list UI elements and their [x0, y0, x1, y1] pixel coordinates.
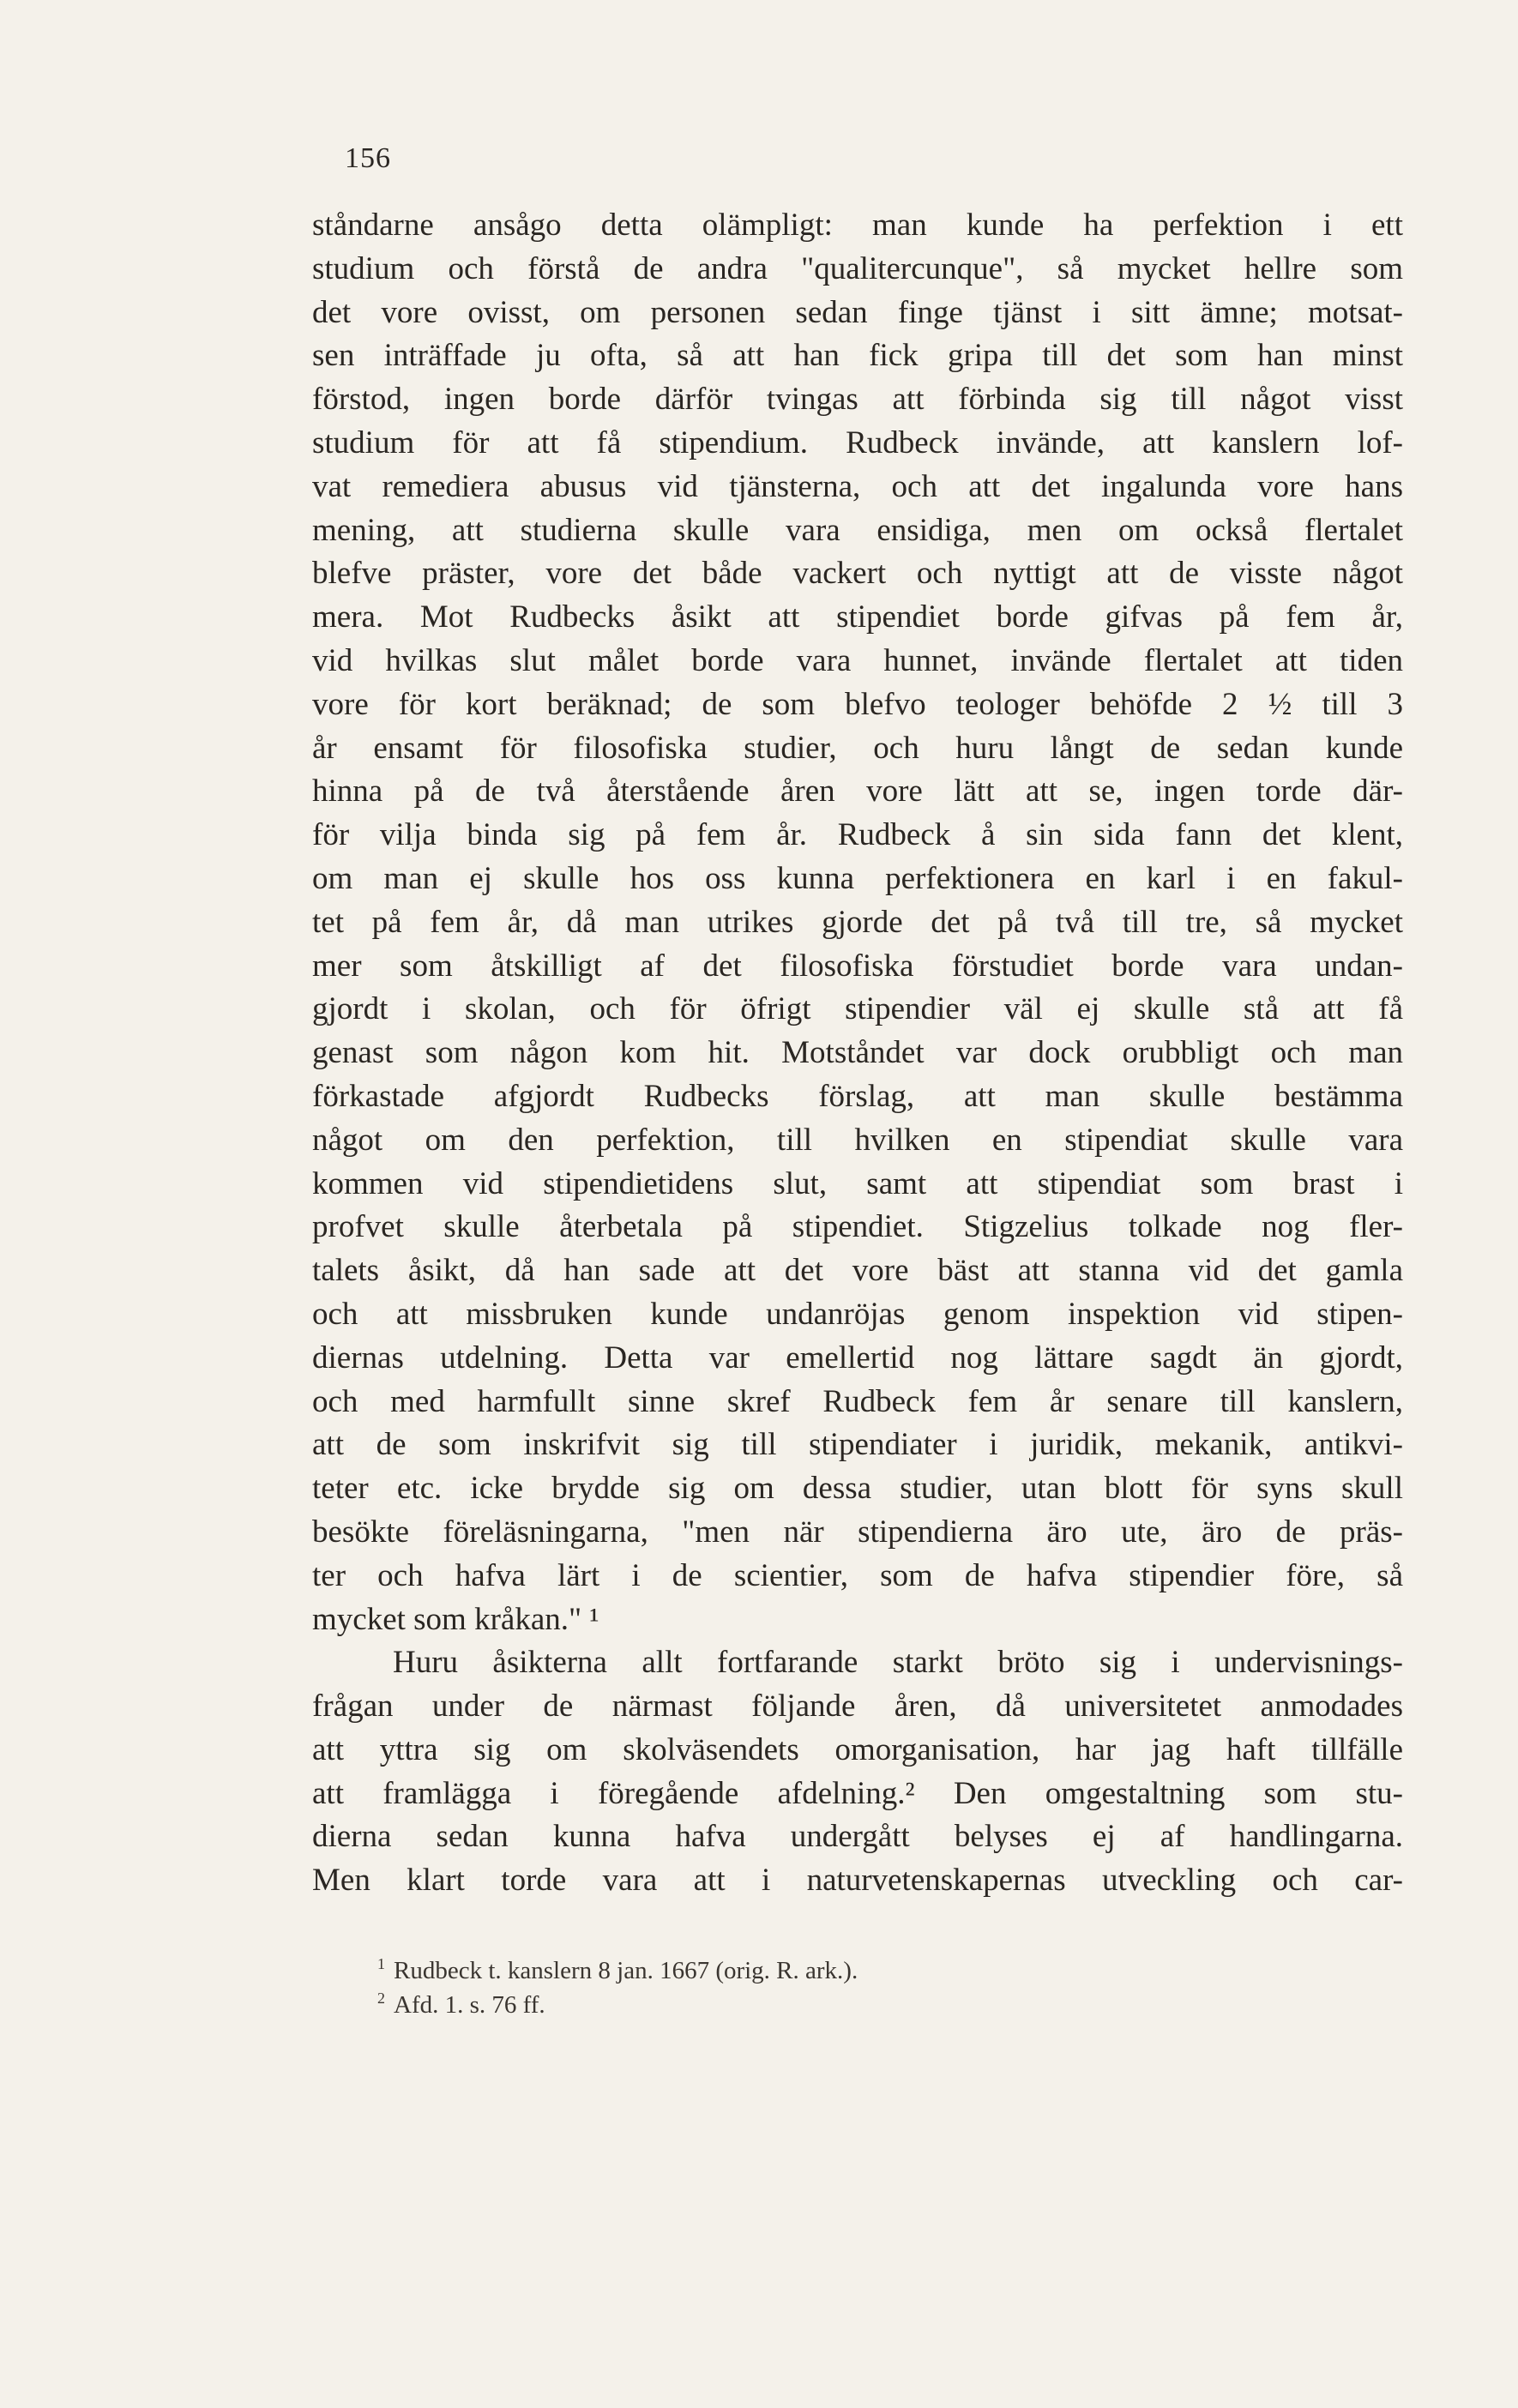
text-line: genast som någon kom hit. Motståndet var dock orubbligt och man	[312, 1035, 1403, 1071]
text-line: sen inträffade ju ofta, så att han fick gripa till det som han minst	[312, 338, 1403, 374]
text-line: att framlägga i föregående afdelning.² Den omgestaltning som stu-	[312, 1775, 1403, 1811]
footnote-text: Afd. 1. s. 76 ff.	[394, 1991, 545, 2019]
footnote	[377, 1988, 1321, 2022]
text-line: blefve präster, vore det både vackert och nyttigt att de visste något	[312, 556, 1403, 592]
footnote-text: Rudbeck t. kanslern 8 jan. 1667 (orig. R. ark.).	[394, 1957, 858, 1984]
text-line: om man ej skulle hos oss kunna perfektionera en karl i en fakul-	[312, 860, 1403, 896]
text-line: talets åsikt, då han sade att det vore bäst att stanna vid det gamla	[312, 1253, 1403, 1289]
text-line: vid hvilkas slut målet borde vara hunnet, invände flertalet att tiden	[312, 642, 1403, 678]
text-line: Huru åsikterna allt fortfarande starkt bröto sig i undervisnings-	[393, 1645, 1403, 1681]
text-line: mera. Mot Rudbecks åsikt att stipendiet borde gifvas på fem år,	[312, 599, 1403, 635]
text-line: mening, att studierna skulle vara ensidiga, men om också flertalet	[312, 512, 1403, 548]
text-line: något om den perfektion, till hvilken en stipendiat skulle vara	[312, 1122, 1403, 1158]
footnote-mark: 1	[377, 1955, 385, 1973]
footnotes	[377, 1953, 1321, 2022]
text-line: teter etc. icke brydde sig om dessa studier, utan blott för syns skull	[312, 1471, 1403, 1507]
text-line: vat remediera abusus vid tjänsterna, och att det ingalunda vore hans	[312, 468, 1403, 504]
text-line: förkastade afgjordt Rudbecks förslag, att man skulle bestämma	[312, 1078, 1403, 1114]
text-line: studium för att få stipendium. Rudbeck invände, att kanslern lof-	[312, 424, 1403, 461]
footnote	[377, 1953, 1321, 1988]
body-text	[312, 204, 1403, 1903]
text-line: och med harmfullt sinne skref Rudbeck fem år senare till kanslern,	[312, 1383, 1403, 1419]
page-number: 156	[345, 142, 391, 174]
text-line: dierna sedan kunna hafva undergått belyses ej af handlingarna.	[312, 1819, 1403, 1855]
text-line: kommen vid stipendietidens slut, samt att stipendiat som brast i	[312, 1165, 1403, 1201]
text-line: profvet skulle återbetala på stipendiet. Stigzelius tolkade nog fler-	[312, 1209, 1403, 1245]
text-line: det vore ovisst, om personen sedan finge tjänst i sitt ämne; motsat-	[312, 294, 1403, 330]
text-line: gjordt i skolan, och för öfrigt stipendier väl ej skulle stå att få	[312, 991, 1403, 1027]
text-line: att de som inskrifvit sig till stipendiater i juridik, mekanik, antikvi-	[312, 1427, 1403, 1463]
text-line: diernas utdelning. Detta var emellertid nog lättare sagdt än gjordt,	[312, 1339, 1403, 1376]
text-line: att yttra sig om skolväsendets omorganisation, har jag haft tillfälle	[312, 1731, 1403, 1767]
text-line: tet på fem år, då man utrikes gjorde det på två till tre, så mycket	[312, 904, 1403, 940]
text-line: förstod, ingen borde därför tvingas att förbinda sig till något visst	[312, 382, 1403, 418]
text-line: och att missbruken kunde undanröjas genom inspektion vid stipen-	[312, 1296, 1403, 1332]
text-line: ter och hafva lärt i de scientier, som de hafva stipendier före, så	[312, 1557, 1403, 1593]
text-line: år ensamt för filosofiska studier, och huru långt de sedan kunde	[312, 730, 1403, 766]
text-line: mer som åtskilligt af det filosofiska förstudiet borde vara undan-	[312, 948, 1403, 984]
text-line: studium och förstå de andra "qualitercunque", så mycket hellre som	[312, 250, 1403, 286]
text-line: hinna på de två återstående åren vore lätt att se, ingen torde där-	[312, 774, 1403, 810]
text-line: vore för kort beräknad; de som blefvo teologer behöfde 2 ½ till 3	[312, 686, 1403, 722]
text-line: ståndarne ansågo detta olämpligt: man kunde ha perfektion i ett	[312, 208, 1403, 243]
text-line: Men klart torde vara att i naturvetenskapernas utveckling och car-	[312, 1863, 1403, 1899]
text-line: besökte föreläsningarna, "men när stipendierna äro ute, äro de präs-	[312, 1514, 1403, 1550]
text-line: för vilja binda sig på fem år. Rudbeck å sin sida fann det klent,	[312, 817, 1403, 853]
footnote-mark: 2	[377, 1990, 385, 2008]
text-line: mycket som kråkan." ¹	[312, 1601, 599, 1637]
text-line: frågan under de närmast följande åren, då universitetet anmodades	[312, 1689, 1403, 1725]
